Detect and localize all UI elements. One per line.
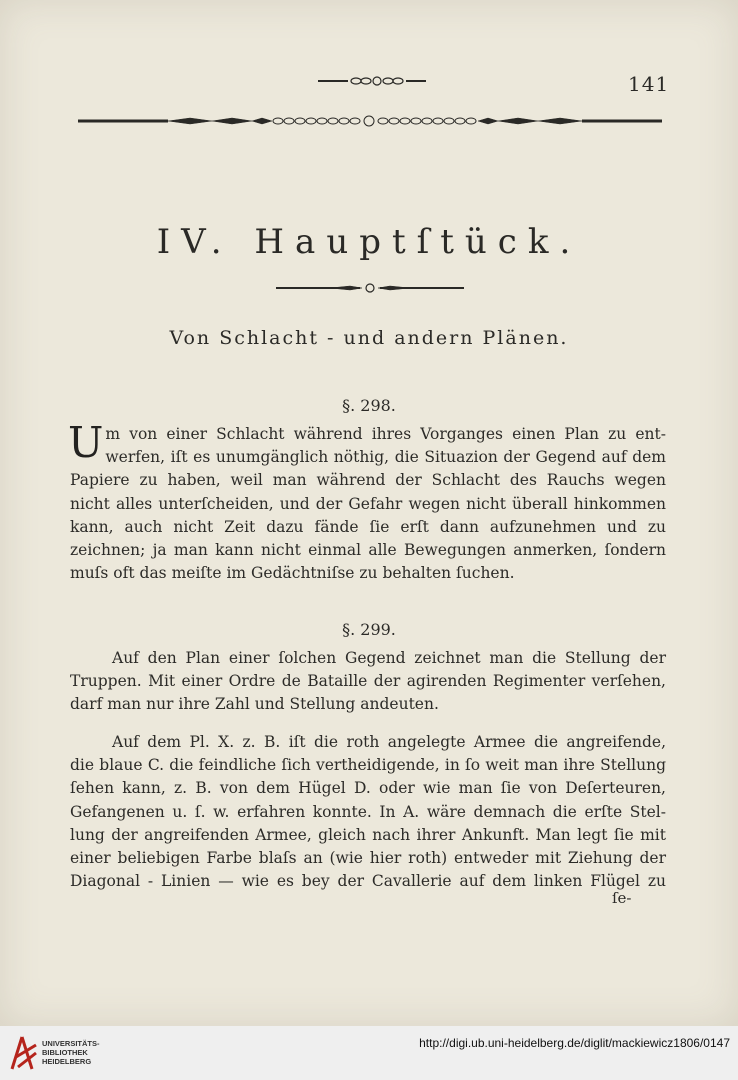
library-name-line: BIBLIOTHEK xyxy=(42,1048,88,1057)
text-line: Diagonal - Linien — wie es bey der Cavallerie auf dem linken Flügel zu xyxy=(70,872,666,891)
section-mark-299: §. 299. xyxy=(342,620,396,639)
chapter-title: IV. Hauptſtück. xyxy=(156,222,582,262)
source-url-link[interactable]: http://digi.ub.uni-heidelberg.de/diglit/mackiewicz1806/0147 xyxy=(419,1036,730,1050)
section-mark-298: §. 298. xyxy=(342,396,396,415)
header-ornament xyxy=(0,0,738,320)
chapter-subtitle: Von Schlacht - und andern Plänen. xyxy=(169,327,569,349)
text-line: m von einer Schlacht während ihres Vorganges einen Plan zu ent- xyxy=(105,425,666,443)
text-line: werfen, iſt es unumgänglich nöthig, die Situazion der Gegend auf dem xyxy=(105,448,666,467)
paragraph-299-1 xyxy=(70,647,666,717)
paragraph-299-2 xyxy=(70,731,666,893)
text-line: Auf den Plan einer ſolchen Gegend zeichnet man die Stellung der xyxy=(112,649,666,667)
page-number: 141 xyxy=(628,72,670,96)
text-line: einer beliebigen Farbe blaſs an (wie hier roth) entweder mit Ziehung der xyxy=(70,849,666,868)
text-line: darf man nur ihre Zahl und Stellung andeuten. xyxy=(70,695,439,714)
text-line: zeichnen; ja man kann nicht einmal alle Bewegungen anmerken, ſondern xyxy=(70,541,666,560)
library-name-line: HEIDELBERG xyxy=(42,1057,92,1066)
library-name xyxy=(42,1039,100,1066)
university-library-logo-icon xyxy=(10,1033,38,1073)
viewer-footer xyxy=(0,1026,738,1080)
text-line: kann, auch nicht Zeit dazu fände ſie erſt dann aufzunehmen und zu xyxy=(70,517,666,536)
text-line: lung der angreifenden Armee, gleich nach ihrer Ankunft. Man legt ſie mit xyxy=(70,825,666,844)
library-name-line: UNIVERSITÄTS- xyxy=(42,1039,100,1048)
text-line: muſs oft das meiſte im Gedächtniſse zu behalten ſuchen. xyxy=(70,564,515,583)
text-line: ſehen kann, z. B. von dem Hügel D. oder wie man ſie von Deſerteuren, xyxy=(70,779,666,798)
drop-cap: U xyxy=(68,418,104,467)
text-line: Gefangenen u. ſ. w. erfahren konnte. In A. wäre demnach die erſte Stel- xyxy=(70,802,666,821)
text-line: Auf dem Pl. X. z. B. iſt die roth angelegte Armee die angreifende, xyxy=(112,733,666,751)
text-line: Papiere zu haben, weil man während der Schlacht des Rauchs wegen xyxy=(70,471,666,490)
text-line: nicht alles unterſcheiden, und der Gefahr wegen nicht überall hinkommen xyxy=(70,494,666,513)
paragraph-298 xyxy=(68,418,666,585)
text-line: Truppen. Mit einer Ordre de Bataille der agirenden Regimenter verſehen, xyxy=(70,672,666,691)
catchword: ſe- xyxy=(612,889,632,907)
text-line: die blaue C. die feindliche ſich vertheidigende, in ſo weit man ihre Stellung xyxy=(70,756,666,775)
